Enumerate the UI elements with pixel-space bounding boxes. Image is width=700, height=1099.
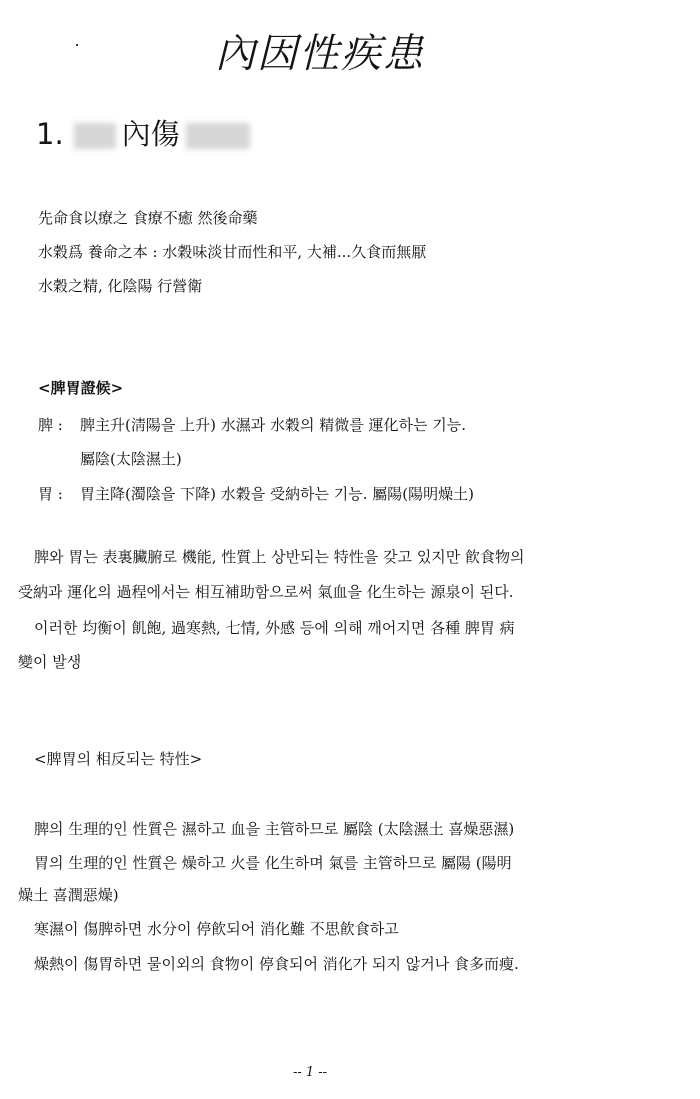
section-heading xyxy=(36,112,250,153)
spleen-description: 脾主升(淸陽을 上升) 水濕과 水穀의 精微를 運化하는 기능. xyxy=(80,416,467,434)
page-title: 內因性疾患 xyxy=(215,31,425,77)
section-number: 1. xyxy=(36,117,64,151)
opposite-line: 燥熱이 傷胃하면 물이외의 食物이 停食되어 消化가 되지 않거나 食多而瘦. xyxy=(34,955,519,973)
intro-line: 水穀之精, 化陰陽 行營衛 xyxy=(38,277,203,295)
spleen-attribute: 屬陰(太陰濕土) xyxy=(80,450,182,468)
opposite-line: 燥土 喜潤惡燥) xyxy=(18,886,119,904)
opposite-line: 胃의 生理的인 性質은 燥하고 火를 化生하며 氣를 主管하므로 屬陽 (陽明 xyxy=(34,854,512,872)
intro-line: 水穀爲 養命之本 : 水穀味淡甘而性和平, 大補...久食而無厭 xyxy=(38,243,427,261)
paragraph-line: 變이 발생 xyxy=(18,653,82,671)
page-number: -- 1 -- xyxy=(292,1065,328,1080)
opposite-line: 脾의 生理的인 性質은 濕하고 血을 主管하므로 屬陰 (太陰濕土 喜燥惡濕) xyxy=(34,820,515,838)
section-label: 內傷 xyxy=(121,117,180,151)
stomach-label: 胃 : xyxy=(38,485,63,503)
paragraph-line: 脾와 胃는 表裏臟腑로 機能, 性質上 상반되는 特性을 갖고 있지만 飮食物의 xyxy=(34,548,525,566)
intro-line: 先命食以療之 食療不癒 然後命藥 xyxy=(38,209,258,227)
stomach-description: 胃主降(濁陰을 下降) 水穀을 受納하는 기능. 屬陽(陽明燥土) xyxy=(80,485,474,503)
opposite-heading: <脾胃의 相反되는 特性> xyxy=(34,750,203,768)
redacted-text xyxy=(74,123,116,149)
paragraph-line: 受納과 運化의 過程에서는 相互補助함으로써 氣血을 化生하는 源泉이 된다. xyxy=(18,583,514,601)
redacted-text xyxy=(186,123,250,149)
spleen-stomach-heading: <脾胃證候> xyxy=(38,379,124,397)
paragraph-line: 이러한 均衡이 飢飽, 過寒熱, 七情, 外感 등에 의해 깨어지면 各種 脾胃 病 xyxy=(34,619,515,637)
spleen-label: 脾 : xyxy=(38,416,63,434)
opposite-line: 寒濕이 傷脾하면 水分이 停飮되어 消化難 不思飮食하고 xyxy=(34,920,399,938)
